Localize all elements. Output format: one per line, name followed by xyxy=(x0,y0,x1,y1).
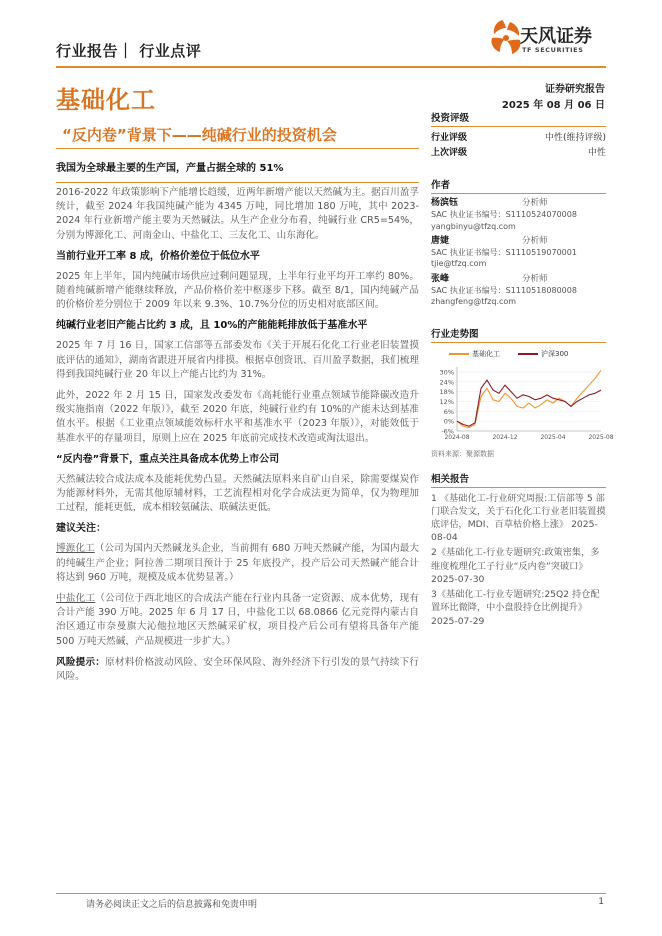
logo-text: 天风证券 xyxy=(520,26,592,47)
section-heading: 纯碱行业老旧产能占比约 3 成，且 10%的产能能耗排放低于基准水平 xyxy=(56,320,368,332)
section-divider xyxy=(56,182,419,183)
author-cert: SAC 执业证书编号：S1110524070008 xyxy=(431,210,577,220)
author-card xyxy=(431,274,606,308)
author-card xyxy=(431,198,606,232)
author-email[interactable]: yangbinyu@tfzq.com xyxy=(431,221,516,231)
section-paragraph: 天然碱法较合成法成本及能耗优势凸显。天然碱法原料来自矿山自采，除需要煤炭作为能源材料外，无需其他原辅材料，工艺流程相对化学合成法更为简单，仅为物理加工过程，能耗更低，成本相较氨碱法、联碱法更低。 xyxy=(56,473,419,514)
footer-divider xyxy=(56,893,606,894)
report-date: 2025 年 08 月 06 日 xyxy=(501,100,605,111)
x-tick-label: 2025-08 xyxy=(588,433,614,441)
author-role: 分析师 xyxy=(522,198,548,208)
rating-heading: 投资评级 xyxy=(431,110,606,127)
industry-name: 基础化工 xyxy=(56,86,156,114)
suggestion-item xyxy=(56,592,419,649)
author-role: 分析师 xyxy=(522,273,548,284)
legend-swatch xyxy=(518,353,538,355)
related-heading: 相关报告 xyxy=(431,471,606,488)
legend-label: 沪深300 xyxy=(541,349,569,358)
y-tick-label: 6% xyxy=(443,407,454,416)
y-tick-label: 0% xyxy=(443,417,454,426)
author-cert: SAC 执业证书编号：S1110518080008 xyxy=(431,286,577,296)
company-name: 博源化工 xyxy=(56,543,95,555)
chart-legend xyxy=(449,349,606,359)
y-tick-label: 18% xyxy=(439,387,454,396)
footer-disclaimer: 请务必阅读正文之后的信息披露和免责申明 xyxy=(86,900,258,910)
author-email[interactable]: tjie@tfzq.com xyxy=(431,259,487,269)
x-tick-label: 2024-12 xyxy=(492,433,518,441)
rating-label: 行业评级 xyxy=(431,133,468,143)
chart-heading: 行业走势图 xyxy=(431,326,606,343)
y-tick-label: -6% xyxy=(441,427,454,436)
section-suggestion xyxy=(56,522,419,648)
author-name: 张峰 xyxy=(431,273,450,284)
section-heading: 当前行业开工率 8 成，价格价差位于低位水平 xyxy=(56,250,260,262)
rating-row xyxy=(431,131,606,146)
related-report[interactable]: 2《基础化工-行业专题研究:政策密集，多维度梳理化工子行业“反内卷”突破口》 2025-07-30 xyxy=(431,547,600,585)
risk-label: 风险提示： xyxy=(56,656,106,668)
company-note: （公司位于西北地区的合成法产能在行业内具备一定资源、成本优势，现有合计产能 390 万吨。2025 年 6 月 17 日，中盐化工以 68.0866 亿元竞得内蒙古自治区通辽市奈曼旗大沁他拉地区天然碱采矿权，项目投产后公司有望将具备年产能 500 万吨天然碱，产品规模进一步扩大。） xyxy=(56,593,420,647)
section-paragraph: 2025 年 7 月 16 日，国家工信部等五部委发布《关于开展石化化工行业老旧装置摸底评估的通知》，湖南省跟进开展省内排摸。根据卓创资讯、百川盈孚数据，我们梳理得到我国纯碱行业 20 年以上产能占比约为 31%。 xyxy=(56,340,419,380)
author-email[interactable]: zhangfeng@tfzq.com xyxy=(431,297,517,307)
legend-item xyxy=(518,349,568,359)
rating-label: 上次评级 xyxy=(431,148,468,158)
section-utilization xyxy=(56,250,419,313)
related-report[interactable]: 3《基础化工-行业专题研究:25Q2 持仓配置环比微降，中小盘股持仓比例提升》 2025-07-29 xyxy=(431,589,600,627)
header-divider xyxy=(56,66,606,68)
rating-value: 中性(维持评级) xyxy=(544,133,606,143)
risk-text: 原材料价格波动风险、安全环保风险、海外经济下行引发的景气持续下行风险。 xyxy=(56,656,420,683)
y-tick-label: 12% xyxy=(439,397,454,406)
legend-label: 基础化工 xyxy=(472,349,500,358)
author-card xyxy=(431,236,606,270)
legend-swatch xyxy=(449,353,469,355)
section-heading: “反内卷”背景下，重点关注具备成本优势上市公司 xyxy=(56,453,280,465)
report-title: “反内卷”背景下——纯碱行业的投资机会 xyxy=(62,126,337,144)
section-paragraph: 2025 年上半年，国内纯碱市场供应过剩问题显现，上半年行业平均开工率约 80%。随着纯碱新增产能继续释放，产品价格价差中枢逐步下移。截至 8/1，国内纯碱产品的价格价差分别位于 2009 年以来 9.3%、10.7%分位的历史相对底部区间。 xyxy=(56,270,419,311)
chart-source: 资料来源：聚源数据 xyxy=(431,449,494,458)
authors-heading: 作者 xyxy=(431,177,606,194)
section-paragraph: 2016-2022 年政策影响下产能增长趋缓，近两年新增产能以天然碱为主。据百川盈孚统计，截至 2024 年我国纯碱产能为 4345 万吨，同比增加 180 万吨，其中 2023-2024 年行业新增产能主要为天然碱法。从生产企业分布看，纯碱行业 CR5=54%，分别为博源化工、河南金山、中盐化工、三友化工、山东海化。 xyxy=(56,187,419,241)
sidebar xyxy=(431,110,614,630)
trend-chart xyxy=(431,361,614,443)
section-anti-involution xyxy=(56,453,419,516)
page-number: 1 xyxy=(598,897,604,907)
rating-row xyxy=(431,146,606,161)
related-report[interactable]: 1 《基础化工-行业研究周报:工信部等 5 部门联合发文，关于石化化工行业老旧装置摸底评估，MDI、百草枯价格上涨》 2025-08-04 xyxy=(431,492,606,544)
y-tick-label: 30% xyxy=(439,368,454,377)
suggestion-heading: 建议关注： xyxy=(56,523,106,535)
rating-value: 中性 xyxy=(587,148,606,158)
section-production xyxy=(56,162,419,243)
y-tick-label: 24% xyxy=(439,377,454,386)
legend-item xyxy=(449,349,500,359)
title-divider xyxy=(56,148,419,149)
x-tick-label: 2025-04 xyxy=(540,433,566,441)
author-name: 杨滨钰 xyxy=(431,198,459,208)
author-cert: SAC 执业证书编号：S1110519070001 xyxy=(431,248,577,258)
logo-icon xyxy=(491,20,520,54)
company-name: 中盐化工 xyxy=(56,593,96,605)
section-paragraph: 此外，2022 年 2 月 15 日，国家发改委发布《高耗能行业重点领域节能降碳改造升级实施指南（2022 年版）》，截至 2020 年底，纯碱行业约有 10%的产能未达到基准值水平。根据《工业重点领域能效标杆水平和基准水平（2023 年版）》，对能效低于基准水平的存量项目，原则上应在 2025 年底前完成技术改造或淘汰退出。 xyxy=(56,390,419,444)
suggestion-item xyxy=(56,542,419,585)
report-type: 行业报告｜ 行业点评 xyxy=(56,42,202,60)
section-old-capacity xyxy=(56,319,419,445)
report-label: 证券研究报告 xyxy=(545,84,605,95)
author-role: 分析师 xyxy=(522,235,548,246)
x-tick-label: 2024-08 xyxy=(444,433,470,441)
main-content xyxy=(56,162,419,691)
section-heading: 我国为全球最主要的生产国，产量占据全球的 51% xyxy=(56,163,284,174)
company-note: （公司为国内天然碱龙头企业，当前拥有 680 万吨天然碱产能，为国内最大的纯碱生产企业；阿拉善二期项目预计于 25 年底投产，投产后公司天然碱产能合计将达到 960 万吨，规模及成本优势显著。） xyxy=(56,543,419,583)
risk-warning xyxy=(56,656,419,684)
author-name: 唐婕 xyxy=(431,235,450,246)
logo-english-text: TF SECURITIES xyxy=(522,46,584,54)
